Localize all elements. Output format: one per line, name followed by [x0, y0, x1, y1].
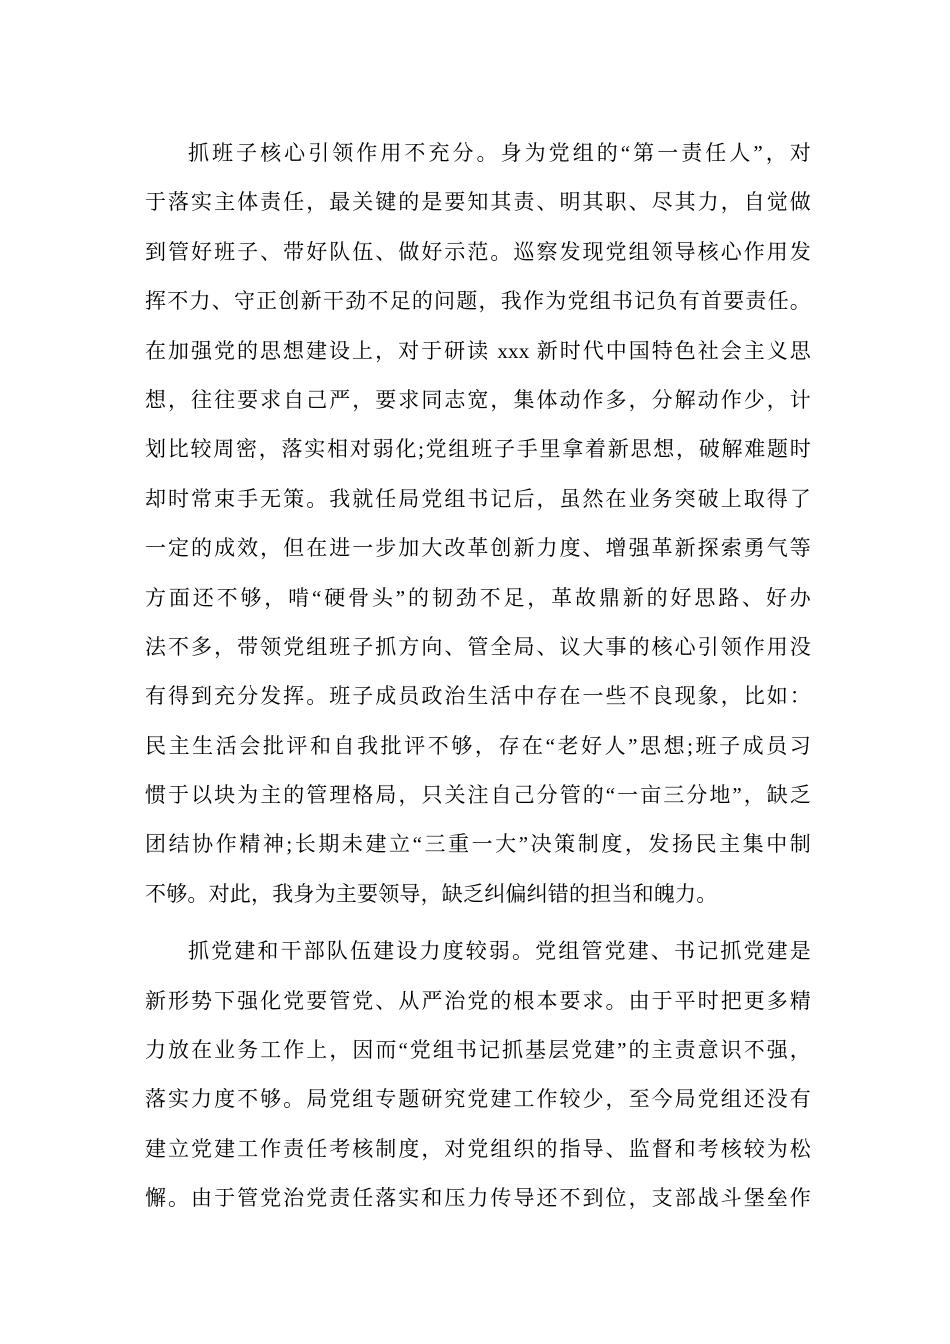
text-line: 想，往往要求自己严，要求同志宽，集体动作多，分解动作少，计	[145, 387, 811, 412]
text-line: 法不多，带领党组班子抓方向、管全局、议大事的核心引领作用没	[145, 634, 811, 659]
text-line: 有得到充分发挥。班子成员政治生活中存在一些不良现象，比如：	[145, 684, 811, 709]
text-line: 划比较周密，落实相对弱化;党组班子手里拿着新思想，破解难题时	[145, 437, 811, 462]
text-line: 方面还不够，啃“硬骨头”的韧劲不足，革故鼎新的好思路、好办	[145, 585, 811, 610]
text-line: 不够。对此，我身为主要领导，缺乏纠偏纠错的担当和魄力。	[145, 881, 718, 906]
text-line: 于落实主体责任，最关键的是要知其责、明其职、尽其力，自觉做	[145, 190, 811, 215]
text-line: 却时常束手无策。我就任局党组书记后，虽然在业务突破上取得了	[145, 486, 811, 511]
paragraph	[145, 129, 811, 919]
document-body	[145, 129, 811, 1224]
text-line: 抓班子核心引领作用不充分。身为党组的“第一责任人”，对	[188, 141, 811, 165]
text-line: 挥不力、守正创新干劲不足的问题，我作为党组书记负有首要责任。	[145, 289, 811, 314]
text-line: 力放在业务工作上，因而“党组书记抓基层党建”的主责意识不强，	[145, 1038, 811, 1063]
text-line: 民主生活会批评和自我批评不够，存在“老好人”思想;班子成员习	[145, 733, 811, 758]
text-line: 到管好班子、带好队伍、做好示范。巡察发现党组领导核心作用发	[145, 239, 811, 264]
text-line: 团结协作精神;长期未建立“三重一大”决策制度，发扬民主集中制	[145, 832, 811, 857]
text-line: 抓党建和干部队伍建设力度较弱。党组管党建、书记抓党建是	[188, 939, 811, 964]
text-line: 新形势下强化党要管党、从严治党的根本要求。由于平时把更多精	[145, 988, 811, 1013]
paragraph	[145, 927, 811, 1223]
text-line: 惯于以块为主的管理格局，只关注自己分管的“一亩三分地”，缺乏	[145, 783, 811, 808]
text-line: 懈。由于管党治党责任落实和压力传导还不到位，支部战斗堡垒作	[145, 1186, 811, 1211]
text-line: 在加强党的思想建设上，对于研读 xxx 新时代中国特色社会主义思	[145, 338, 811, 363]
text-line: 落实力度不够。局党组专题研究党建工作较少，至今局党组还没有	[145, 1087, 811, 1112]
text-line: 一定的成效，但在进一步加大改革创新力度、增强革新探索勇气等	[145, 536, 811, 561]
text-line: 建立党建工作责任考核制度，对党组织的指导、监督和考核较为松	[145, 1136, 811, 1161]
